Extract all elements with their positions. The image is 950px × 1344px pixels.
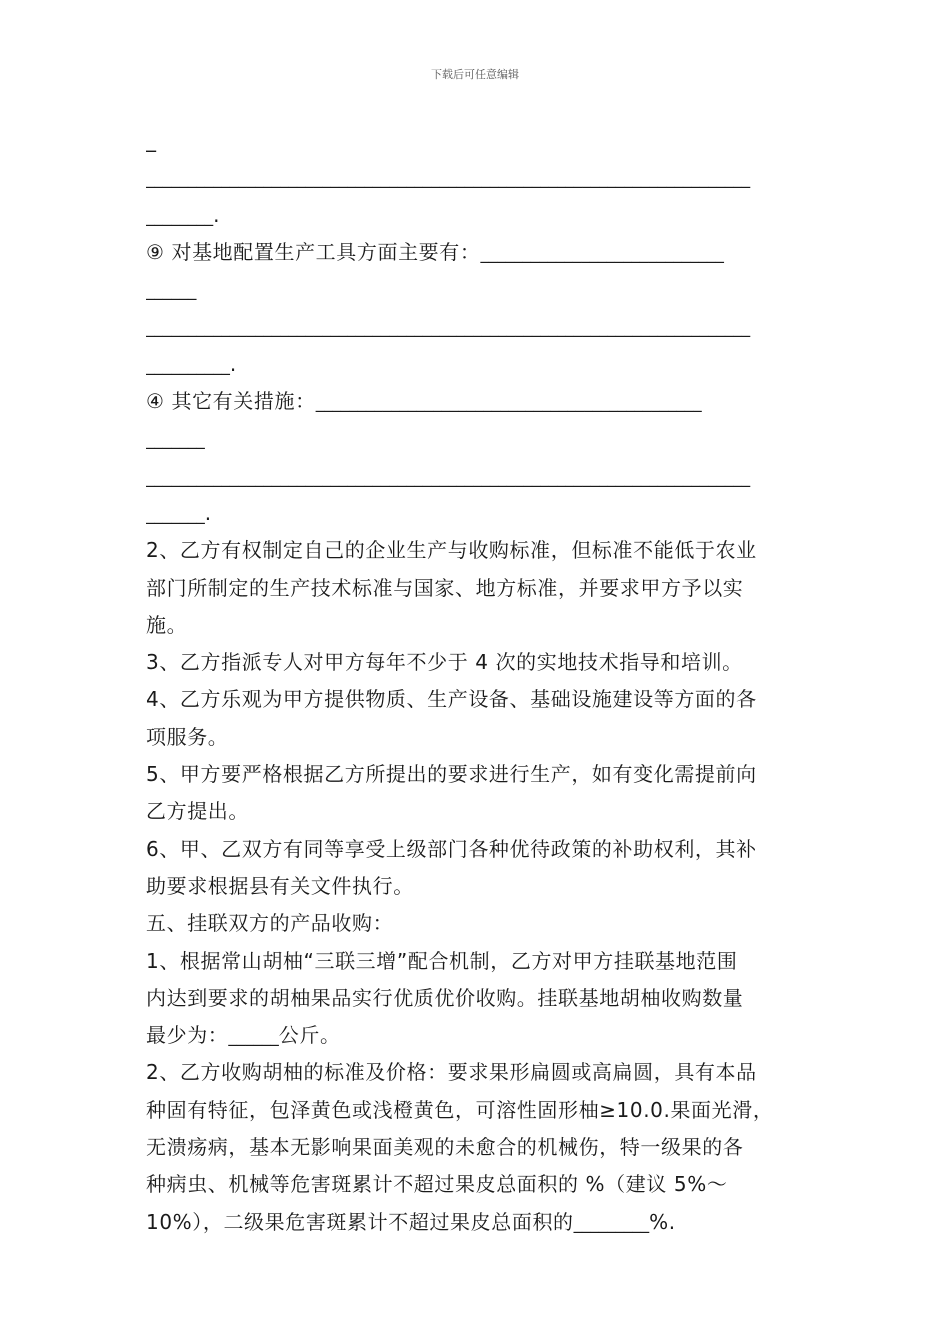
line-tail: 公斤。 <box>278 1023 341 1048</box>
fill-in-blank: ________________________________________________________________________ <box>146 168 751 189</box>
fill-in-blank: ______________________________________________ <box>315 392 702 413</box>
text-line <box>146 159 810 196</box>
line-text: 种病虫、机械等危害斑累计不超过果皮总面积的 %（建议 5%～ <box>146 1172 728 1197</box>
line-text: 项服务。 <box>146 724 229 749</box>
text-line <box>146 644 810 681</box>
text-line <box>146 458 810 495</box>
fill-in-blank: _________ <box>573 1212 650 1233</box>
line-text: 五、挂联双方的产品收购： <box>146 911 394 936</box>
text-line <box>146 122 810 159</box>
text-line <box>146 346 810 383</box>
text-line <box>146 831 810 868</box>
fill-in-blank: ______ <box>146 280 197 301</box>
fill-in-blank: ________________________________________________________________________ <box>146 466 751 487</box>
text-line <box>146 793 810 830</box>
fill-in-blank: _______ <box>146 503 205 524</box>
text-line <box>146 197 810 234</box>
text-line <box>146 1017 810 1054</box>
fill-in-blank: _______ <box>146 429 205 450</box>
line-tail: . <box>229 351 237 376</box>
line-text: 内达到要求的胡柚果品实行优质优价收购。挂联基地胡柚收购数量 <box>146 985 744 1010</box>
line-text: 4、乙方乐观为甲方提供物质、生产设备、基础设施建设等方面的各 <box>146 687 757 712</box>
line-text: ⑨ 对基地配置生产工具方面主要有： <box>146 239 481 264</box>
line-text: 最少为： <box>146 1023 229 1048</box>
line-text: 乙方提出。 <box>146 799 249 824</box>
fill-in-blank: _____________________________ <box>480 242 724 263</box>
fill-in-blank: ________ <box>146 205 214 226</box>
text-line <box>146 532 810 569</box>
text-line <box>146 905 810 942</box>
text-line <box>146 495 810 532</box>
line-text: 施。 <box>146 612 188 637</box>
text-line <box>146 943 810 980</box>
text-line <box>146 1129 810 1166</box>
line-text: 1、根据常山胡柚“三联三增”配合机制，乙方对甲方挂联基地范围 <box>146 948 738 973</box>
line-tail: . <box>213 202 221 227</box>
text-line <box>146 308 810 345</box>
line-tail: %. <box>649 1209 676 1234</box>
line-text: 5、甲方要严格根据乙方所提出的要求进行生产，如有变化需提前向 <box>146 762 757 787</box>
text-line <box>146 1092 810 1129</box>
text-line <box>146 1054 810 1091</box>
text-line <box>146 719 810 756</box>
text-line <box>146 681 810 718</box>
line-text: ④ 其它有关措施： <box>146 389 316 414</box>
line-text: 2、乙方收购胡柚的标准及价格：要求果形扁圆或高扁圆，具有本品 <box>146 1060 757 1085</box>
text-line <box>146 756 810 793</box>
text-line <box>146 271 810 308</box>
text-line <box>146 383 810 420</box>
text-line <box>146 607 810 644</box>
text-line <box>146 1204 810 1241</box>
line-text: 无溃疡病，基本无影响果面美观的未愈合的机械伤，特一级果的各 <box>146 1135 744 1160</box>
line-text: _ <box>146 128 157 152</box>
text-line <box>146 868 810 905</box>
fill-in-blank: ______ <box>228 1026 279 1047</box>
line-text: 3、乙方指派专人对甲方每年不少于 4 次的实地技术指导和培训。 <box>146 650 743 675</box>
line-text: 6、甲、乙双方有同等享受上级部门各种优待政策的补助权利，其补 <box>146 836 757 861</box>
line-text: 种固有特征，包泽黄色或浅橙黄色，可溶性固形柚≥10.0.果面光滑， <box>146 1097 774 1122</box>
line-text: 10%），二级果危害斑累计不超过果皮总面积的 <box>146 1209 574 1234</box>
line-text: 助要求根据县有关文件执行。 <box>146 873 414 898</box>
line-text: 2、乙方有权制定自己的企业生产与收购标准，但标准不能低于农业 <box>146 538 757 563</box>
line-text: 部门所制定的生产技术标准与国家、地方标准，并要求甲方予以实 <box>146 575 744 600</box>
text-line <box>146 234 810 271</box>
text-line <box>146 980 810 1017</box>
page-header: 下载后可任意编辑 <box>431 68 519 81</box>
fill-in-blank: __________ <box>146 354 230 375</box>
fill-in-blank: ________________________________________________________________________ <box>146 317 751 338</box>
document-body <box>146 122 810 1241</box>
text-line <box>146 420 810 457</box>
text-line <box>146 1166 810 1203</box>
line-tail: . <box>204 500 212 525</box>
text-line <box>146 570 810 607</box>
